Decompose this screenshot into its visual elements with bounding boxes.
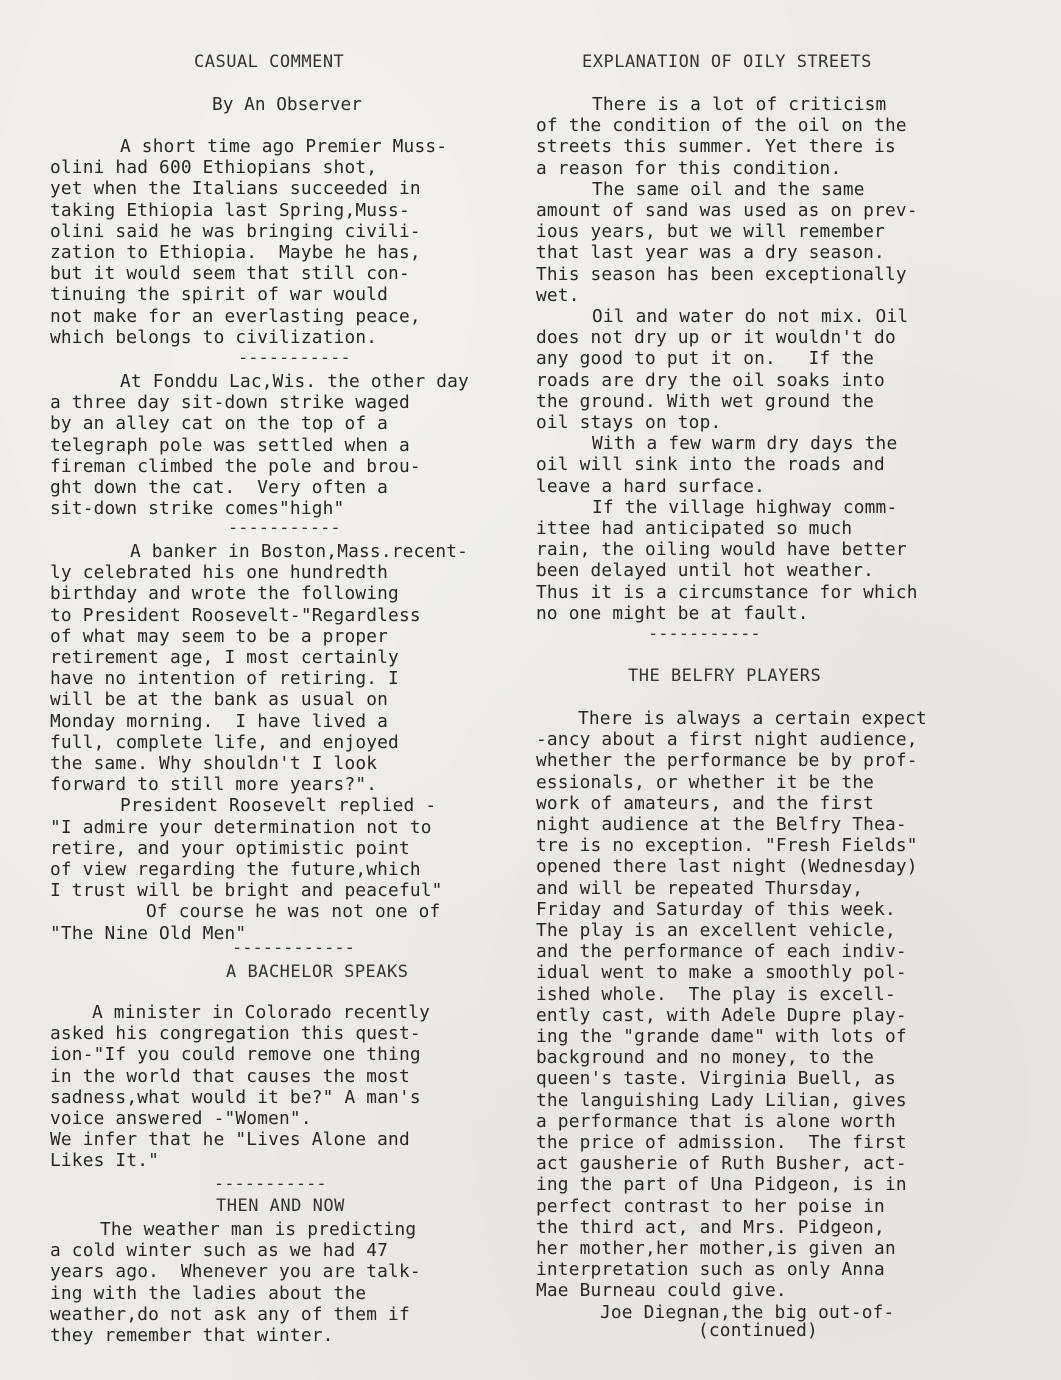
text-line: ion-"If you could remove one thing <box>50 1044 421 1066</box>
text-line: roads are dry the oil soaks into <box>536 369 885 391</box>
text-line: A minister in Colorado recently <box>92 1002 431 1023</box>
text-line: background and no money, to the <box>536 1047 875 1069</box>
text-line: sadness,what would it be?" A man's <box>50 1086 421 1108</box>
text-line: the languishing Lady Lilian, gives <box>536 1089 907 1111</box>
text-line: tinuing the spirit of war would <box>50 284 389 306</box>
text-line: This season has been exceptionally <box>536 263 907 285</box>
text-line: yet when the Italians succeeded in <box>50 178 421 200</box>
casual-comment-heading: CASUAL COMMENT <box>194 52 345 72</box>
text-line: any good to put it on. If the <box>536 348 875 370</box>
text-line: a reason for this condition. <box>536 157 842 179</box>
text-line: to President Roosevelt-"Regardless <box>50 604 421 626</box>
text-line: full, complete life, and enjoyed <box>50 731 399 753</box>
text-line: voice answered -"Women". <box>50 1108 312 1129</box>
text-line: of what may seem to be a proper <box>50 625 389 647</box>
text-line: "I admire your determination not to <box>50 816 432 838</box>
text-line: streets this summer. Yet there is <box>536 136 896 158</box>
text-line: tre is no exception. "Fresh Fields" <box>536 835 918 857</box>
text-line: a performance that is alone worth <box>536 1110 896 1132</box>
text-line: no one might be at fault. <box>536 602 809 624</box>
text-line: Oil and water do not mix. Oil <box>592 306 909 327</box>
text-line: retire, and your optimistic point <box>50 837 410 859</box>
text-line: not make for an everlasting peace, <box>50 305 421 327</box>
text-line: ittee had anticipated so much <box>536 518 853 539</box>
text-line: have no intention of retiring. I <box>50 668 399 690</box>
text-line: they remember that winter. <box>50 1325 334 1346</box>
text-line: whether the performance be by prof- <box>536 750 918 772</box>
text-line: A banker in Boston,Mass.recent- <box>130 541 469 562</box>
separator-rule: ----------- <box>214 1174 327 1194</box>
text-line: leave a hard surface. <box>536 475 766 497</box>
text-line: Friday and Saturday of this week. <box>536 898 896 920</box>
oily-streets-heading: EXPLANATION OF OILY STREETS <box>582 52 872 72</box>
text-line: amount of sand was used as on prev- <box>536 200 918 221</box>
text-line: telegraph pole was settled when a <box>50 434 410 456</box>
text-line: -ancy about a first night audience, <box>536 729 918 751</box>
text-line: olini said he was bringing civili- <box>50 220 421 242</box>
text-line: Joe Diegnan,the big out-of- <box>600 1301 895 1323</box>
text-line: If the village highway comm- <box>592 496 898 518</box>
text-line: sit-down strike comes"high" <box>50 498 345 520</box>
text-line: will be at the bank as usual on <box>50 689 389 711</box>
text-line: the ground. With wet ground the <box>536 390 875 412</box>
byline: By An Observer <box>212 94 362 115</box>
text-line: zation to Ethiopia. Maybe he has, <box>50 242 421 263</box>
text-line: birthday and wrote the following <box>50 583 399 605</box>
text-line: The same oil and the same <box>592 178 865 200</box>
text-line: President Roosevelt replied - <box>120 795 437 817</box>
text-line: oil stays on top. <box>536 412 722 433</box>
text-line: ious years, but we will remember <box>536 221 885 243</box>
text-line: rain, the oiling would have better <box>536 539 907 561</box>
text-line: There is always a certain expect <box>578 708 927 729</box>
text-line: idual went to make a smoothly pol- <box>536 962 907 984</box>
text-line: Monday morning. I have lived a <box>50 710 389 732</box>
text-line: weather,do not ask any of them if <box>50 1303 410 1325</box>
text-line: olini had 600 Ethiopians shot, <box>50 157 378 179</box>
text-line: perfect contrast to her poise in <box>536 1195 885 1217</box>
text-line: "The Nine Old Men" <box>50 922 247 944</box>
text-line: With a few warm dry days the <box>592 433 898 455</box>
text-line: ing the "grande dame" with lots of <box>536 1026 907 1047</box>
text-line: retirement age, I most certainly <box>50 647 399 668</box>
text-line: ing with the ladies about the <box>50 1282 367 1304</box>
text-line: the same. Why shouldn't I look <box>50 753 378 774</box>
text-line: oil will sink into the roads and <box>536 454 885 476</box>
text-line: night audience at the Belfry Thea- <box>536 814 907 835</box>
text-line: ght down the cat. Very often a <box>50 477 389 498</box>
separator-rule: ----------- <box>238 348 351 368</box>
text-line: a three day sit-down strike waged <box>50 392 410 414</box>
text-line: fireman climbed the pole and brou- <box>50 455 421 477</box>
text-line: ently cast, with Adele Dupre play- <box>536 1004 907 1026</box>
text-line: Mae Burneau could give. <box>536 1280 787 1302</box>
text-line: work of amateurs, and the first <box>536 792 875 814</box>
text-line: taking Ethiopia last Spring,Muss- <box>50 199 410 221</box>
belfry-players-heading: THE BELFRY PLAYERS <box>628 666 822 686</box>
text-line: been delayed until hot weather. <box>536 560 875 582</box>
text-line: of view regarding the future,which <box>50 859 421 880</box>
text-line: queen's taste. Virginia Buell, as <box>536 1068 896 1090</box>
text-line: but it would seem that still con- <box>50 263 410 285</box>
separator-rule: ----------- <box>648 624 761 644</box>
text-line: of the condition of the oil on the <box>536 115 907 137</box>
text-line: the price of admission. The first <box>536 1132 907 1153</box>
text-line: A short time ago Premier Muss- <box>120 136 448 157</box>
text-line: opened there last night (Wednesday) <box>536 856 918 878</box>
text-line: years ago. Whenever you are talk- <box>50 1261 421 1283</box>
text-line: At Fonddu Lac,Wis. the other day <box>120 371 469 392</box>
text-line: ished whole. The play is excell- <box>536 983 896 1005</box>
then-and-now-heading: THEN AND NOW <box>216 1196 345 1216</box>
text-line: essionals, or whether it be the <box>536 771 875 793</box>
text-line: Of course he was not one of <box>146 901 441 923</box>
text-line: and the performance of each indiv- <box>536 941 907 963</box>
text-line: I trust will be bright and peaceful" <box>50 880 443 902</box>
text-line: forward to still more years?". <box>50 774 378 796</box>
text-line: Thus it is a circumstance for which <box>536 581 918 603</box>
text-line: interpretation such as only Anna <box>536 1259 885 1281</box>
text-line: her mother,her mother,is given an <box>536 1238 896 1259</box>
continued-note: (continued) <box>698 1320 818 1341</box>
text-line: in the world that causes the most <box>50 1065 410 1087</box>
bachelor-speaks-heading: A BACHELOR SPEAKS <box>226 962 409 982</box>
text-line: wet. <box>536 284 580 306</box>
text-line: asked his congregation this quest- <box>50 1023 421 1045</box>
text-line: Likes It." <box>50 1150 160 1172</box>
text-line: ing the part of Una Pidgeon, is in <box>536 1174 907 1196</box>
text-line: We infer that he "Lives Alone and <box>50 1129 410 1151</box>
text-line: The weather man is predicting <box>100 1219 417 1240</box>
text-line: There is a lot of criticism <box>592 94 887 115</box>
text-line: The play is an excellent vehicle, <box>536 920 896 941</box>
text-line: and will be repeated Thursday, <box>536 877 864 899</box>
separator-rule: ----------- <box>228 518 341 538</box>
text-line: the third act, and Mrs. Pidgeon, <box>536 1216 885 1238</box>
text-line: ly celebrated his one hundredth <box>50 562 389 584</box>
text-line: act gausherie of Ruth Busher, act- <box>536 1153 907 1175</box>
text-line: a cold winter such as we had 47 <box>50 1240 389 1262</box>
separator-rule: ------------ <box>232 938 355 958</box>
text-line: by an alley cat on the top of a <box>50 413 389 435</box>
text-line: does not dry up or it wouldn't do <box>536 327 896 349</box>
text-line: that last year was a dry season. <box>536 242 885 264</box>
text-line: which belongs to civilization. <box>50 326 378 348</box>
